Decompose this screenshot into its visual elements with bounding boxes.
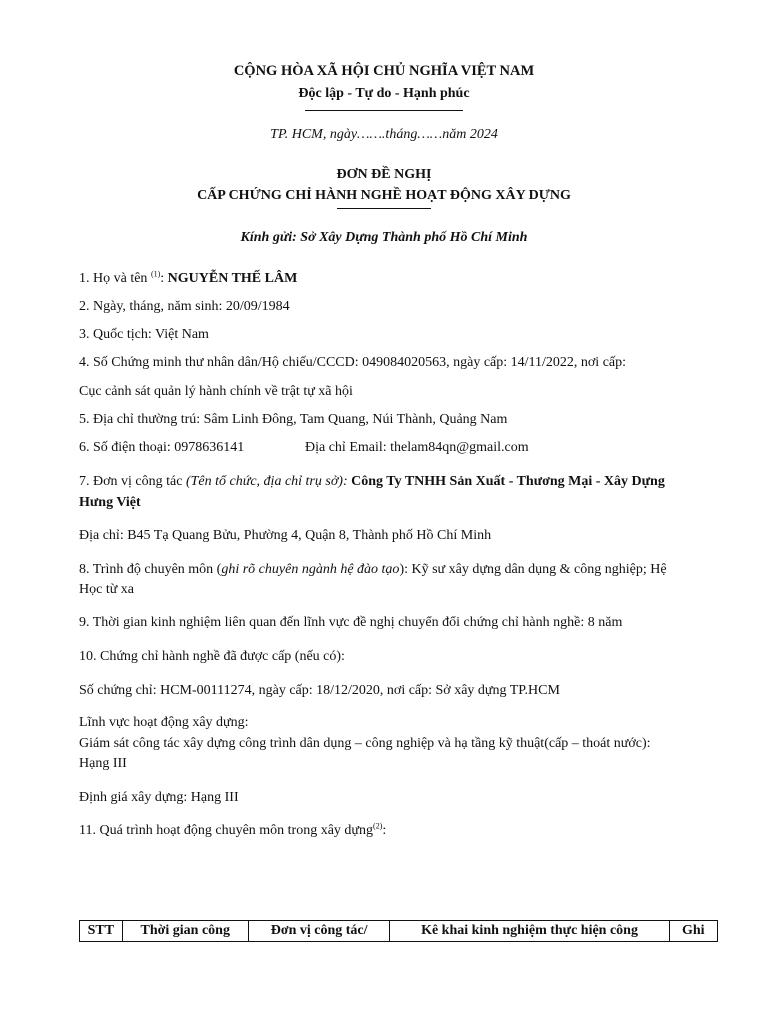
field-full-name: 1. Họ và tên $^{(1)}$: NGUYỄN THẾ LÂM [79,269,298,286]
workplace-address: Địa chỉ: B45 Tạ Quang Bửu, Phường 4, Quận 8, Thành phố Hồ Chí Minh [79,528,492,543]
workplace-value: Công Ty TNHH Sản Xuất - Thương Mại - Xây Dựng [351,474,665,489]
certificate-number: Số chứng chỉ: HCM-00111274, ngày cấp: 18/12/2020, nơi cấp: Sở xây dựng TP.HCM [79,683,560,698]
experience-table [79,920,718,942]
field-certificate: 10. Chứng chỉ hành nghề đã được cấp (nếu có): [79,649,345,664]
col-experience: Kê khai kinh nghiệm thực hiện công [390,921,669,942]
form-subtitle: CẤP CHỨNG CHỈ HÀNH NGHỀ HOẠT ĐỘNG XÂY DỰNG [197,188,571,203]
form-title: ĐƠN ĐỀ NGHỊ [336,167,432,182]
footnote-1: (1) [150,269,161,279]
field-contact [79,439,719,456]
field-id-issuer: Cục cảnh sát quản lý hành chính về trật tự xã hội [79,384,353,399]
col-time: Thời gian công [122,921,248,942]
activity-field-label: Lĩnh vực hoạt động xây dựng: [79,715,249,730]
table-header-row [80,921,718,942]
field-id-number: 4. Số Chứng minh thư nhân dân/Hộ chiếu/CCCD: 049084020563, ngày cấp: 14/11/2022, nơi cấp: [79,355,627,370]
full-name-value: NGUYỄN THẾ LÂM [167,271,298,286]
field-birth-date: 2. Ngày, tháng, năm sinh: 20/09/1984 [79,299,290,314]
footnote-2: (2) [373,821,383,831]
place-date: TP. HCM, ngày…….tháng……năm 2024 [270,127,498,142]
field-experience-years: 9. Thời gian kinh nghiệm liên quan đến lĩnh vực đề nghị chuyển đổi chứng chỉ hành nghề: 8 năm [79,615,623,630]
qualification-cont: Học từ xa [79,582,135,597]
field-nationality: 3. Quốc tịch: Việt Nam [79,327,209,342]
recipient: Kính gửi: Sở Xây Dựng Thành phố Hồ Chí Minh [240,230,528,245]
motto-underline [305,110,463,111]
workplace-value-cont: Hưng Việt [79,495,141,510]
col-note: Ghi [669,921,717,942]
activity-field-1-grade: Hạng III [79,756,127,771]
col-stt: STT [80,921,123,942]
field-workplace: 7. Đơn vị công tác (Tên tổ chức, địa chỉ trụ sở): Công Ty TNHH Sản Xuất - Thương Mại - Xây Dựng [79,474,665,489]
email-address: Địa chỉ Email: thelam84qn@gmail.com [305,440,529,455]
activity-field-2: Định giá xây dựng: Hạng III [79,790,239,805]
field-address: 5. Địa chỉ thường trú: Sâm Linh Đông, Tam Quang, Núi Thành, Quảng Nam [79,412,508,427]
field-qualification: 8. Trình độ chuyên môn (ghi rõ chuyên ngành hệ đào tạo): Kỹ sư xây dựng dân dụng & công nghiệp; Hệ [79,562,667,577]
phone-number: 6. Số điện thoại: 0978636141 [79,440,245,455]
col-unit: Đơn vị công tác/ [248,921,390,942]
activity-field-1: Giám sát công tác xây dựng công trình dân dụng – công nghiệp và hạ tầng kỹ thuật(cấp – thoát nước): [79,736,651,751]
field-professional-history: 11. Quá trình hoạt động chuyên môn trong xây dựng$^{(2)}$: [79,821,387,838]
nation-header: CỘNG HÒA XÃ HỘI CHỦ NGHĨA VIỆT NAM [233,63,535,79]
motto: Độc lập - Tự do - Hạnh phúc [298,86,470,101]
title-underline [337,208,431,209]
